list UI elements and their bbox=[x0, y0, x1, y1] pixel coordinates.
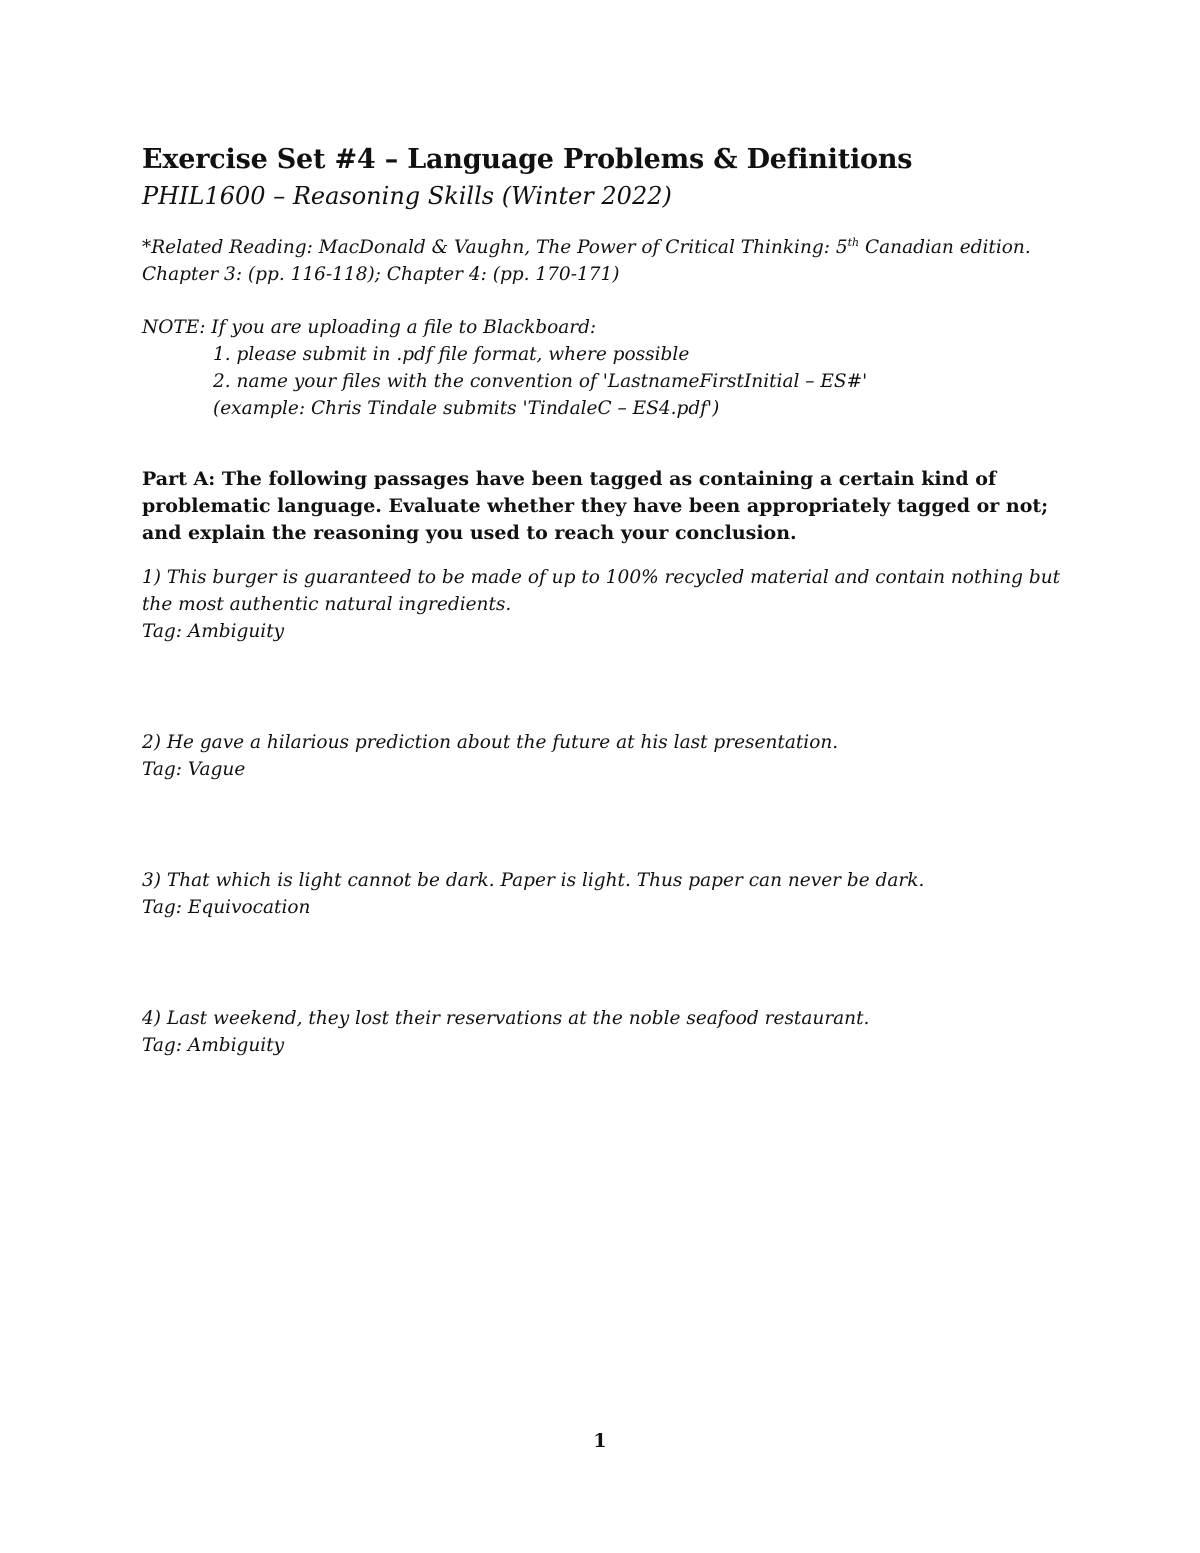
question-2-tag: Tag: Vague bbox=[142, 759, 246, 780]
page-number: 1 bbox=[593, 1430, 607, 1452]
reading-superscript: th bbox=[847, 235, 860, 249]
question-3-tag: Tag: Equivocation bbox=[142, 897, 311, 918]
reading-line-1 bbox=[142, 234, 1072, 261]
note-item-1: 1. please submit in .pdf file format, where possible bbox=[213, 344, 690, 365]
note-item-2: 2. name your files with the convention of 'LastnameFirstInitial – ES#' bbox=[213, 371, 868, 392]
question-3-text: 3) That which is light cannot be dark. Paper is light. Thus paper can never be dark. bbox=[142, 870, 925, 891]
related-reading bbox=[142, 234, 1072, 288]
course-subtitle: PHIL1600 – Reasoning Skills (Winter 2022) bbox=[142, 182, 672, 210]
question-1 bbox=[142, 564, 1072, 645]
question-3 bbox=[142, 867, 1072, 921]
question-1-text: 1) This burger is guaranteed to be made of up to 100% recycled material and contain nothing but the most authentic natural ingredients. bbox=[142, 567, 1061, 615]
upload-note bbox=[142, 314, 1072, 422]
question-4-text: 4) Last weekend, they lost their reservations at the noble seafood restaurant. bbox=[142, 1008, 870, 1029]
question-4 bbox=[142, 1005, 1072, 1059]
note-heading: NOTE: If you are uploading a file to Blackboard: bbox=[142, 317, 597, 338]
question-1-tag: Tag: Ambiguity bbox=[142, 621, 285, 642]
reading-line-1-suffix: Canadian edition. bbox=[859, 237, 1031, 258]
reading-line-1-prefix: *Related Reading: MacDonald & Vaughn, The Power of Critical Thinking: 5 bbox=[142, 237, 848, 258]
question-2 bbox=[142, 729, 1072, 783]
question-4-tag: Tag: Ambiguity bbox=[142, 1035, 285, 1056]
question-2-text: 2) He gave a hilarious prediction about the future at his last presentation. bbox=[142, 732, 839, 753]
part-a-instructions: Part A: The following passages have been tagged as containing a certain kind of problematic language. Evaluate whether they have been appropriately tagged or not; and explain the reasoning you used to reach your conclusion. bbox=[142, 468, 1049, 544]
note-item-3: (example: Chris Tindale submits 'TindaleC – ES4.pdf') bbox=[213, 398, 720, 419]
page-content bbox=[142, 142, 1072, 1059]
reading-line-2: Chapter 3: (pp. 116-118); Chapter 4: (pp. 170-171) bbox=[142, 264, 620, 285]
document-title: Exercise Set #4 – Language Problems & Definitions bbox=[142, 144, 913, 175]
